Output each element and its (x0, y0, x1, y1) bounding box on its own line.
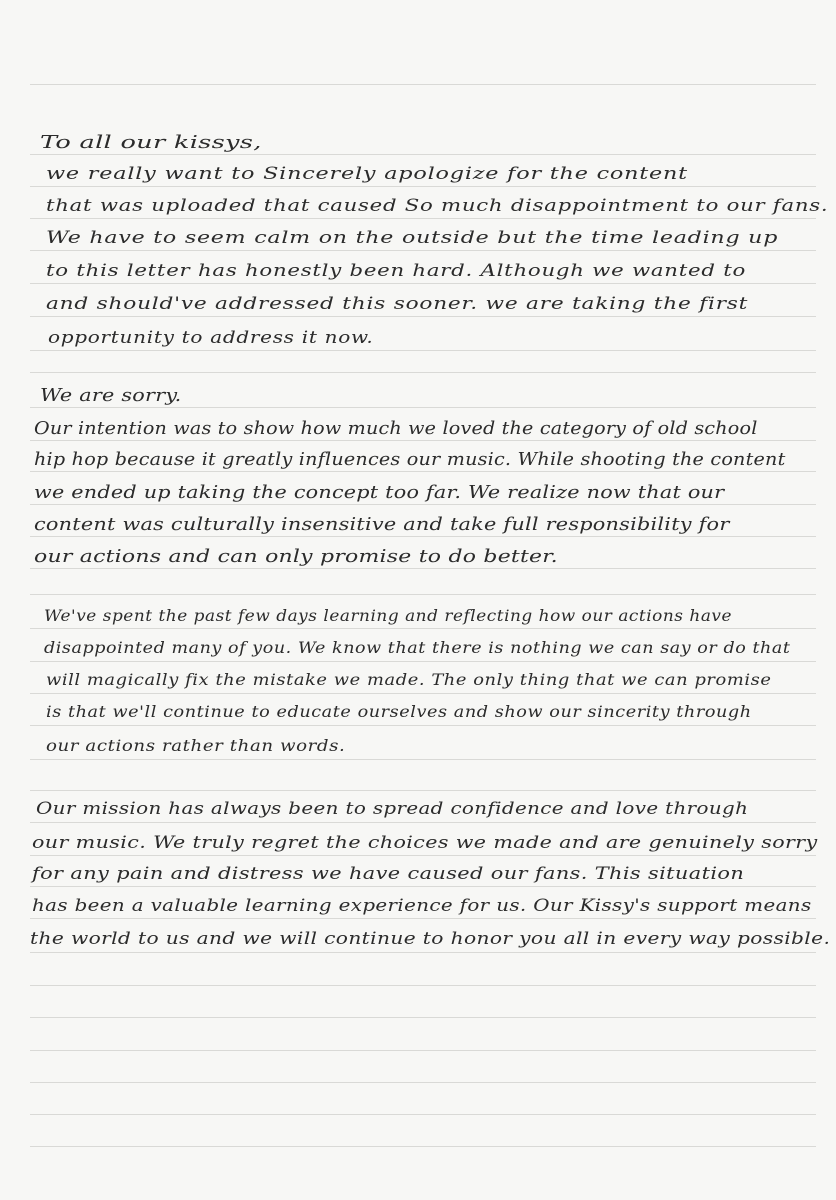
letter-line: hip hop because it greatly influences our music. While shooting the content (34, 449, 786, 470)
letter-line: we really want to Sincerely apologize for the content (46, 164, 688, 184)
letter-line: Our mission has always been to spread confidence and love through (36, 799, 749, 818)
letter-line: opportunity to address it now. (48, 328, 374, 348)
letter-line: and should've addressed this sooner. we are taking the first (46, 294, 749, 314)
letter-line: We have to seem calm on the outside but the time leading up (46, 228, 779, 248)
letter-line: the world to us and we will continue to honor you all in every way possible. (30, 929, 831, 948)
letter-line: We've spent the past few days learning and reflecting how our actions have (44, 607, 733, 625)
letter-line: has been a valuable learning experience for us. Our Kissy's support means (32, 896, 812, 915)
letter-line: disappointed many of you. We know that there is nothing we can say or do that (44, 639, 791, 657)
letter-line: Our intention was to show how much we loved the category of old school (34, 418, 758, 439)
letter-line: We are sorry. (40, 385, 182, 406)
letter-line: content was culturally insensitive and take full responsibility for (34, 514, 730, 535)
letter-line: our actions rather than words. (46, 737, 346, 755)
letter-line: our actions and can only promise to do better. (34, 546, 558, 567)
letter-line: our music. We truly regret the choices we made and are genuinely sorry (32, 833, 818, 852)
letter-line: is that we'll continue to educate ourselves and show our sincerity through (46, 703, 752, 721)
letter-line: we ended up taking the concept too far. We realize now that our (34, 482, 725, 503)
letter-line: to this letter has honestly been hard. Although we wanted to (46, 261, 747, 281)
letter-line: that was uploaded that caused So much disappointment to our fans. (46, 196, 829, 216)
letter-line: for any pain and distress we have caused our fans. This situation (32, 864, 745, 883)
salutation-line: To all our kissys, (40, 132, 262, 153)
letter-line: will magically fix the mistake we made. The only thing that we can promise (46, 671, 772, 689)
